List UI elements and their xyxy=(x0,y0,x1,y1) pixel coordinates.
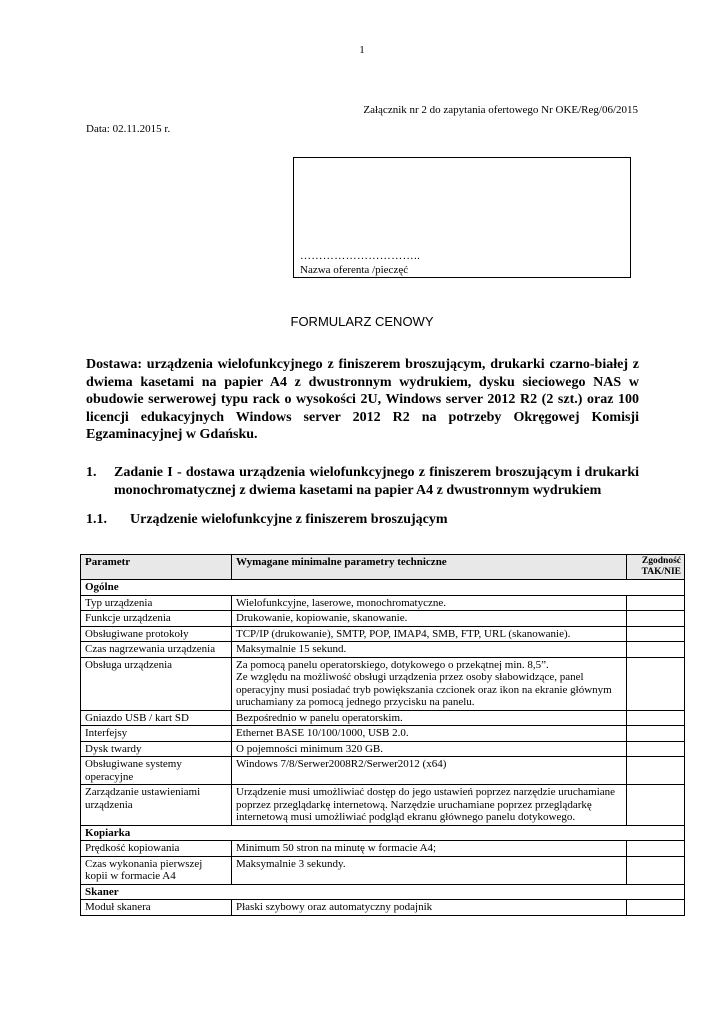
param-cell: Czas wykonania pierwszej kopii w formacie A4 xyxy=(81,856,232,884)
bidder-name-label: Nazwa oferenta /pieczęć xyxy=(300,264,409,276)
value-cell: Maksymalnie 15 sekund. xyxy=(232,642,627,658)
compliance-cell[interactable] xyxy=(627,726,685,742)
compliance-cell[interactable] xyxy=(627,657,685,710)
attachment-reference: Załącznik nr 2 do zapytania ofertowego Nr OKE/Reg/06/2015 xyxy=(363,104,638,116)
param-cell: Obsługiwane systemy operacyjne xyxy=(81,757,232,785)
value-cell: Wielofunkcyjne, laserowe, monochromatyczne. xyxy=(232,595,627,611)
table-row xyxy=(81,785,685,826)
task-heading xyxy=(86,464,639,499)
header-requirements: Wymagane minimalne parametry techniczne xyxy=(232,555,627,580)
subsection-title: Urządzenie wielofunkcyjne z finiszerem broszującym xyxy=(130,512,448,527)
value-cell: TCP/IP (drukowanie), SMTP, POP, IMAP4, SMB, FTP, URL (skanowanie). xyxy=(232,626,627,642)
table-row xyxy=(81,741,685,757)
table-row xyxy=(81,626,685,642)
value-cell: Ethernet BASE 10/100/1000, USB 2.0. xyxy=(232,726,627,742)
param-cell: Prędkość kopiowania xyxy=(81,841,232,857)
task-number: 1. xyxy=(86,465,97,480)
value-cell: Drukowanie, kopiowanie, skanowanie. xyxy=(232,611,627,627)
table-header-row xyxy=(81,555,685,580)
compliance-cell[interactable] xyxy=(627,626,685,642)
compliance-cell[interactable] xyxy=(627,785,685,826)
table-row xyxy=(81,710,685,726)
header-parameter: Parametr xyxy=(81,555,232,580)
table-row xyxy=(81,900,685,916)
table-row xyxy=(81,856,685,884)
value-line: Za pomocą panelu operatorskiego, dotykowego o przekątnej min. 8,5”. xyxy=(236,658,549,671)
compliance-cell[interactable] xyxy=(627,741,685,757)
section-title: Ogólne xyxy=(81,580,685,596)
param-cell: Moduł skanera xyxy=(81,900,232,916)
bidder-stamp-box xyxy=(293,157,631,278)
compliance-cell[interactable] xyxy=(627,757,685,785)
section-title: Kopiarka xyxy=(81,825,685,841)
table-row xyxy=(81,757,685,785)
section-row xyxy=(81,884,685,900)
table-row xyxy=(81,611,685,627)
compliance-cell[interactable] xyxy=(627,642,685,658)
value-cell: Maksymalnie 3 sekundy. xyxy=(232,856,627,884)
compliance-cell[interactable] xyxy=(627,710,685,726)
param-cell: Dysk twardy xyxy=(81,741,232,757)
section-row xyxy=(81,825,685,841)
value-cell: O pojemności minimum 320 GB. xyxy=(232,741,627,757)
param-cell: Obsługa urządzenia xyxy=(81,657,232,710)
table-row xyxy=(81,726,685,742)
param-cell: Czas nagrzewania urządzenia xyxy=(81,642,232,658)
subsection-number: 1.1. xyxy=(86,512,107,527)
delivery-subject: Dostawa: urządzenia wielofunkcyjnego z finiszerem broszującym, drukarki czarno-białej z dwiema kasetami na papier A4 z dwustronnym wydrukiem, dysku sieciowego NAS w obudowie serwerowej typu rack o wysokości 2U, Windows server 2012 R2 (2 szt.) oraz 100 licencji edukacyjnych Windows server 2012 R2 na potrzeby Okręgowej Komisji Egzaminacyjnej w Gdańsku. xyxy=(86,357,639,442)
bidder-signature-line: ………………………….. xyxy=(300,250,421,262)
section-row xyxy=(81,580,685,596)
value-cell: Minimum 50 stron na minutę w formacie A4; xyxy=(232,841,627,857)
value-cell: Urządzenie musi umożliwiać dostęp do jego ustawień poprzez narzędzie uruchamiane poprzez przeglądarkę internetową. Narzędzie uruchamiane poprzez przeglądarkę internetową musi umożliwiać podgląd ekranu głównego panelu dotykowego. xyxy=(232,785,627,826)
compliance-cell[interactable] xyxy=(627,856,685,884)
param-cell: Gniazdo USB / kart SD xyxy=(81,710,232,726)
compliance-cell[interactable] xyxy=(627,595,685,611)
param-cell: Zarządzanie ustawieniami urządzenia xyxy=(81,785,232,826)
value-cell xyxy=(232,657,627,710)
compliance-cell[interactable] xyxy=(627,611,685,627)
value-line: Ze względu na możliwość obsługi urządzenia przez osoby słabowidzące, panel operacyjny musi posiadać tryb powiększania czcionek oraz ikon na ekranie głównym uruchamiany za pomocą jednego przycisku na panelu. xyxy=(236,671,612,708)
task-text: Zadanie I - dostawa urządzenia wielofunkcyjnego z finiszerem broszującym i drukarki monochromatycznej z dwiema kasetami na papier A4 z dwustronnym wydrukiem xyxy=(114,465,639,498)
form-title: FORMULARZ CENOWY xyxy=(290,314,434,329)
section-title: Skaner xyxy=(81,884,685,900)
header-compliance: Zgodność TAK/NIE xyxy=(627,555,685,580)
table-row xyxy=(81,642,685,658)
table-row xyxy=(81,595,685,611)
page-number: 1 xyxy=(359,44,365,56)
param-cell: Funkcje urządzenia xyxy=(81,611,232,627)
param-cell: Interfejsy xyxy=(81,726,232,742)
value-cell: Windows 7/8/Serwer2008R2/Serwer2012 (x64) xyxy=(232,757,627,785)
param-cell: Obsługiwane protokoły xyxy=(81,626,232,642)
table-row xyxy=(81,657,685,710)
table-row xyxy=(81,841,685,857)
value-cell: Bezpośrednio w panelu operatorskim. xyxy=(232,710,627,726)
value-cell: Płaski szybowy oraz automatyczny podajnik xyxy=(232,900,627,916)
compliance-cell[interactable] xyxy=(627,841,685,857)
document-date: Data: 02.11.2015 r. xyxy=(86,123,171,135)
subsection-heading xyxy=(86,512,448,528)
compliance-cell[interactable] xyxy=(627,900,685,916)
parameters-table xyxy=(80,554,685,916)
param-cell: Typ urządzenia xyxy=(81,595,232,611)
